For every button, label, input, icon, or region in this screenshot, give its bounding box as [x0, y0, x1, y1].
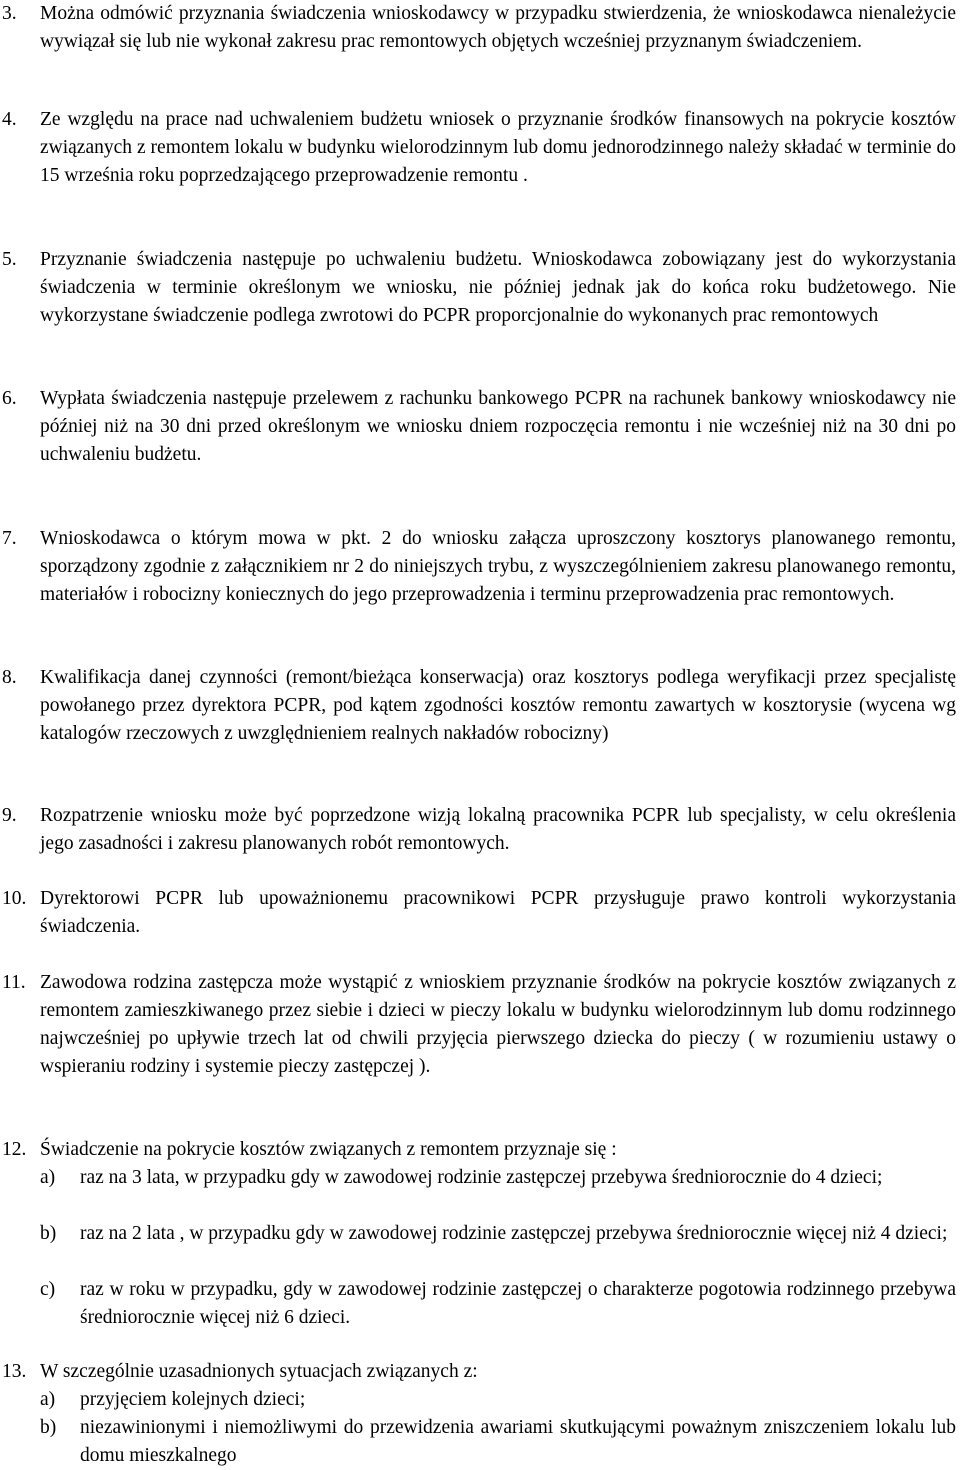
subitem-letter: b)	[40, 1417, 57, 1438]
paragraph-text: Można odmówić przyznania świadczenia wnioskodawcy w przypadku stwierdzenia, że wnioskodawca nienależycie wywiązał się lub nie wykonał zakresu prac remontowych objętych wcześniej przyznanym świadczeniem.	[40, 3, 956, 52]
paragraph-number: 8.	[2, 667, 17, 688]
paragraph-number: 7.	[2, 528, 17, 549]
paragraph-number: 12.	[2, 1139, 27, 1160]
paragraph-text: Przyznanie świadczenia następuje po uchwaleniu budżetu. Wnioskodawca zobowiązany jest do wykorzystania świadczenia w terminie określonym we wniosku, nie później jednak jak do końca roku budżetowego. Nie wykorzystane świadczenie podlega zwrotowi do PCPR proporcjonalnie do wykonanych prac remontowych	[40, 249, 956, 326]
paragraph-text: W szczególnie uzasadnionych sytuacjach związanych z:	[40, 1361, 478, 1382]
paragraph-text: Wypłata świadczenia następuje przelewem z rachunku bankowego PCPR na rachunek bankowy wnioskodawcy nie później niż na 30 dni przed określonym we wniosku dniem rozpoczęcia remontu i nie wcześniej niż na 30 dni po uchwaleniu budżetu.	[40, 388, 956, 465]
paragraph-text: Ze względu na prace nad uchwaleniem budżetu wniosek o przyznanie środków finansowych na pokrycie kosztów związanych z remontem lokalu w budynku wielorodzinnym lub domu jednorodzinnego należy składać w terminie do 15 września roku poprzedzającego przeprowadzenie remontu .	[40, 109, 956, 186]
subitem-text: raz na 3 lata, w przypadku gdy w zawodowej rodzinie zastępczej przebywa średniorocznie do 4 dzieci;	[80, 1167, 883, 1188]
paragraph-number: 11.	[2, 972, 26, 993]
subitem-12c	[40, 1276, 956, 1332]
paragraph-number: 6.	[2, 388, 17, 409]
paragraph-number: 5.	[2, 249, 17, 270]
paragraph-10	[0, 885, 956, 941]
paragraph-6	[0, 385, 956, 469]
paragraph-number: 10.	[2, 888, 27, 909]
subitem-letter: c)	[40, 1279, 56, 1300]
paragraph-9	[0, 802, 956, 858]
paragraph-11	[0, 969, 956, 1081]
paragraph-text: Rozpatrzenie wniosku może być poprzedzone wizją lokalną pracownika PCPR lub specjalisty, w celu określenia jego zasadności i zakresu planowanych robót remontowych.	[40, 805, 956, 854]
subitem-text: raz na 2 lata , w przypadku gdy w zawodowej rodzinie zastępczej przebywa średniorocznie więcej niż 4 dzieci;	[80, 1223, 948, 1244]
paragraph-number: 3.	[2, 3, 17, 24]
paragraph-12	[0, 1136, 956, 1164]
subitem-12a	[40, 1164, 956, 1192]
subitem-text: przyjęciem kolejnych dzieci;	[80, 1389, 306, 1410]
paragraph-number: 13.	[2, 1361, 27, 1382]
paragraph-number: 9.	[2, 805, 17, 826]
paragraph-5	[0, 246, 956, 330]
paragraph-13	[0, 1358, 956, 1386]
paragraph-text: Świadczenie na pokrycie kosztów związanych z remontem przyznaje się :	[40, 1139, 617, 1160]
subitem-text: raz w roku w przypadku, gdy w zawodowej rodzinie zastępczej o charakterze pogotowia rodzinnego przebywa średniorocznie więcej niż 6 dzieci.	[80, 1279, 956, 1328]
paragraph-number: 4.	[2, 109, 17, 130]
paragraph-text: Kwalifikacja danej czynności (remont/bieżąca konserwacja) oraz kosztorys podlega weryfikacji przez specjalistę powołanego przez dyrektora PCPR, pod kątem zgodności kosztów remontu zawartych w kosztorysie (wycena wg katalogów rzeczowych z uwzględnieniem realnych nakładów robocizny)	[40, 667, 956, 744]
subitem-text: niezawinionymi i niemożliwymi do przewidzenia awariami skutkującymi poważnym zniszczeniem lokalu lub domu mieszkalnego	[80, 1417, 956, 1466]
subitem-letter: a)	[40, 1167, 56, 1188]
paragraph-text: Dyrektorowi PCPR lub upoważnionemu pracownikowi PCPR przysługuje prawo kontroli wykorzystania świadczenia.	[40, 888, 956, 937]
paragraph-3	[0, 0, 956, 56]
paragraph-8	[0, 664, 956, 748]
subitem-12b	[40, 1220, 956, 1248]
paragraph-7	[0, 525, 956, 609]
subitem-letter: b)	[40, 1223, 57, 1244]
subitem-letter: a)	[40, 1389, 56, 1410]
subitem-13a	[40, 1386, 956, 1414]
paragraph-text: Wnioskodawca o którym mowa w pkt. 2 do wniosku załącza uproszczony kosztorys planowanego remontu, sporządzony zgodnie z załącznikiem nr 2 do niniejszych trybu, z wyszczególnieniem zakresu planowanego remontu, materiałów i robocizny koniecznych do jego przeprowadzenia i terminu przeprowadzenia prac remontowych.	[40, 528, 956, 605]
paragraph-4	[0, 106, 956, 190]
paragraph-text: Zawodowa rodzina zastępcza może wystąpić z wnioskiem przyznanie środków na pokrycie kosztów związanych z remontem zamieszkiwanego przez siebie i dzieci w pieczy lokalu w budynku wielorodzinnym lub domu rodzinnego najwcześniej po upływie trzech lat od chwili przyjęcia pierwszego dziecka do pieczy ( w rozumieniu ustawy o wspieraniu rodziny i systemie pieczy zastępczej ).	[40, 972, 956, 1077]
subitem-13b	[40, 1414, 956, 1470]
